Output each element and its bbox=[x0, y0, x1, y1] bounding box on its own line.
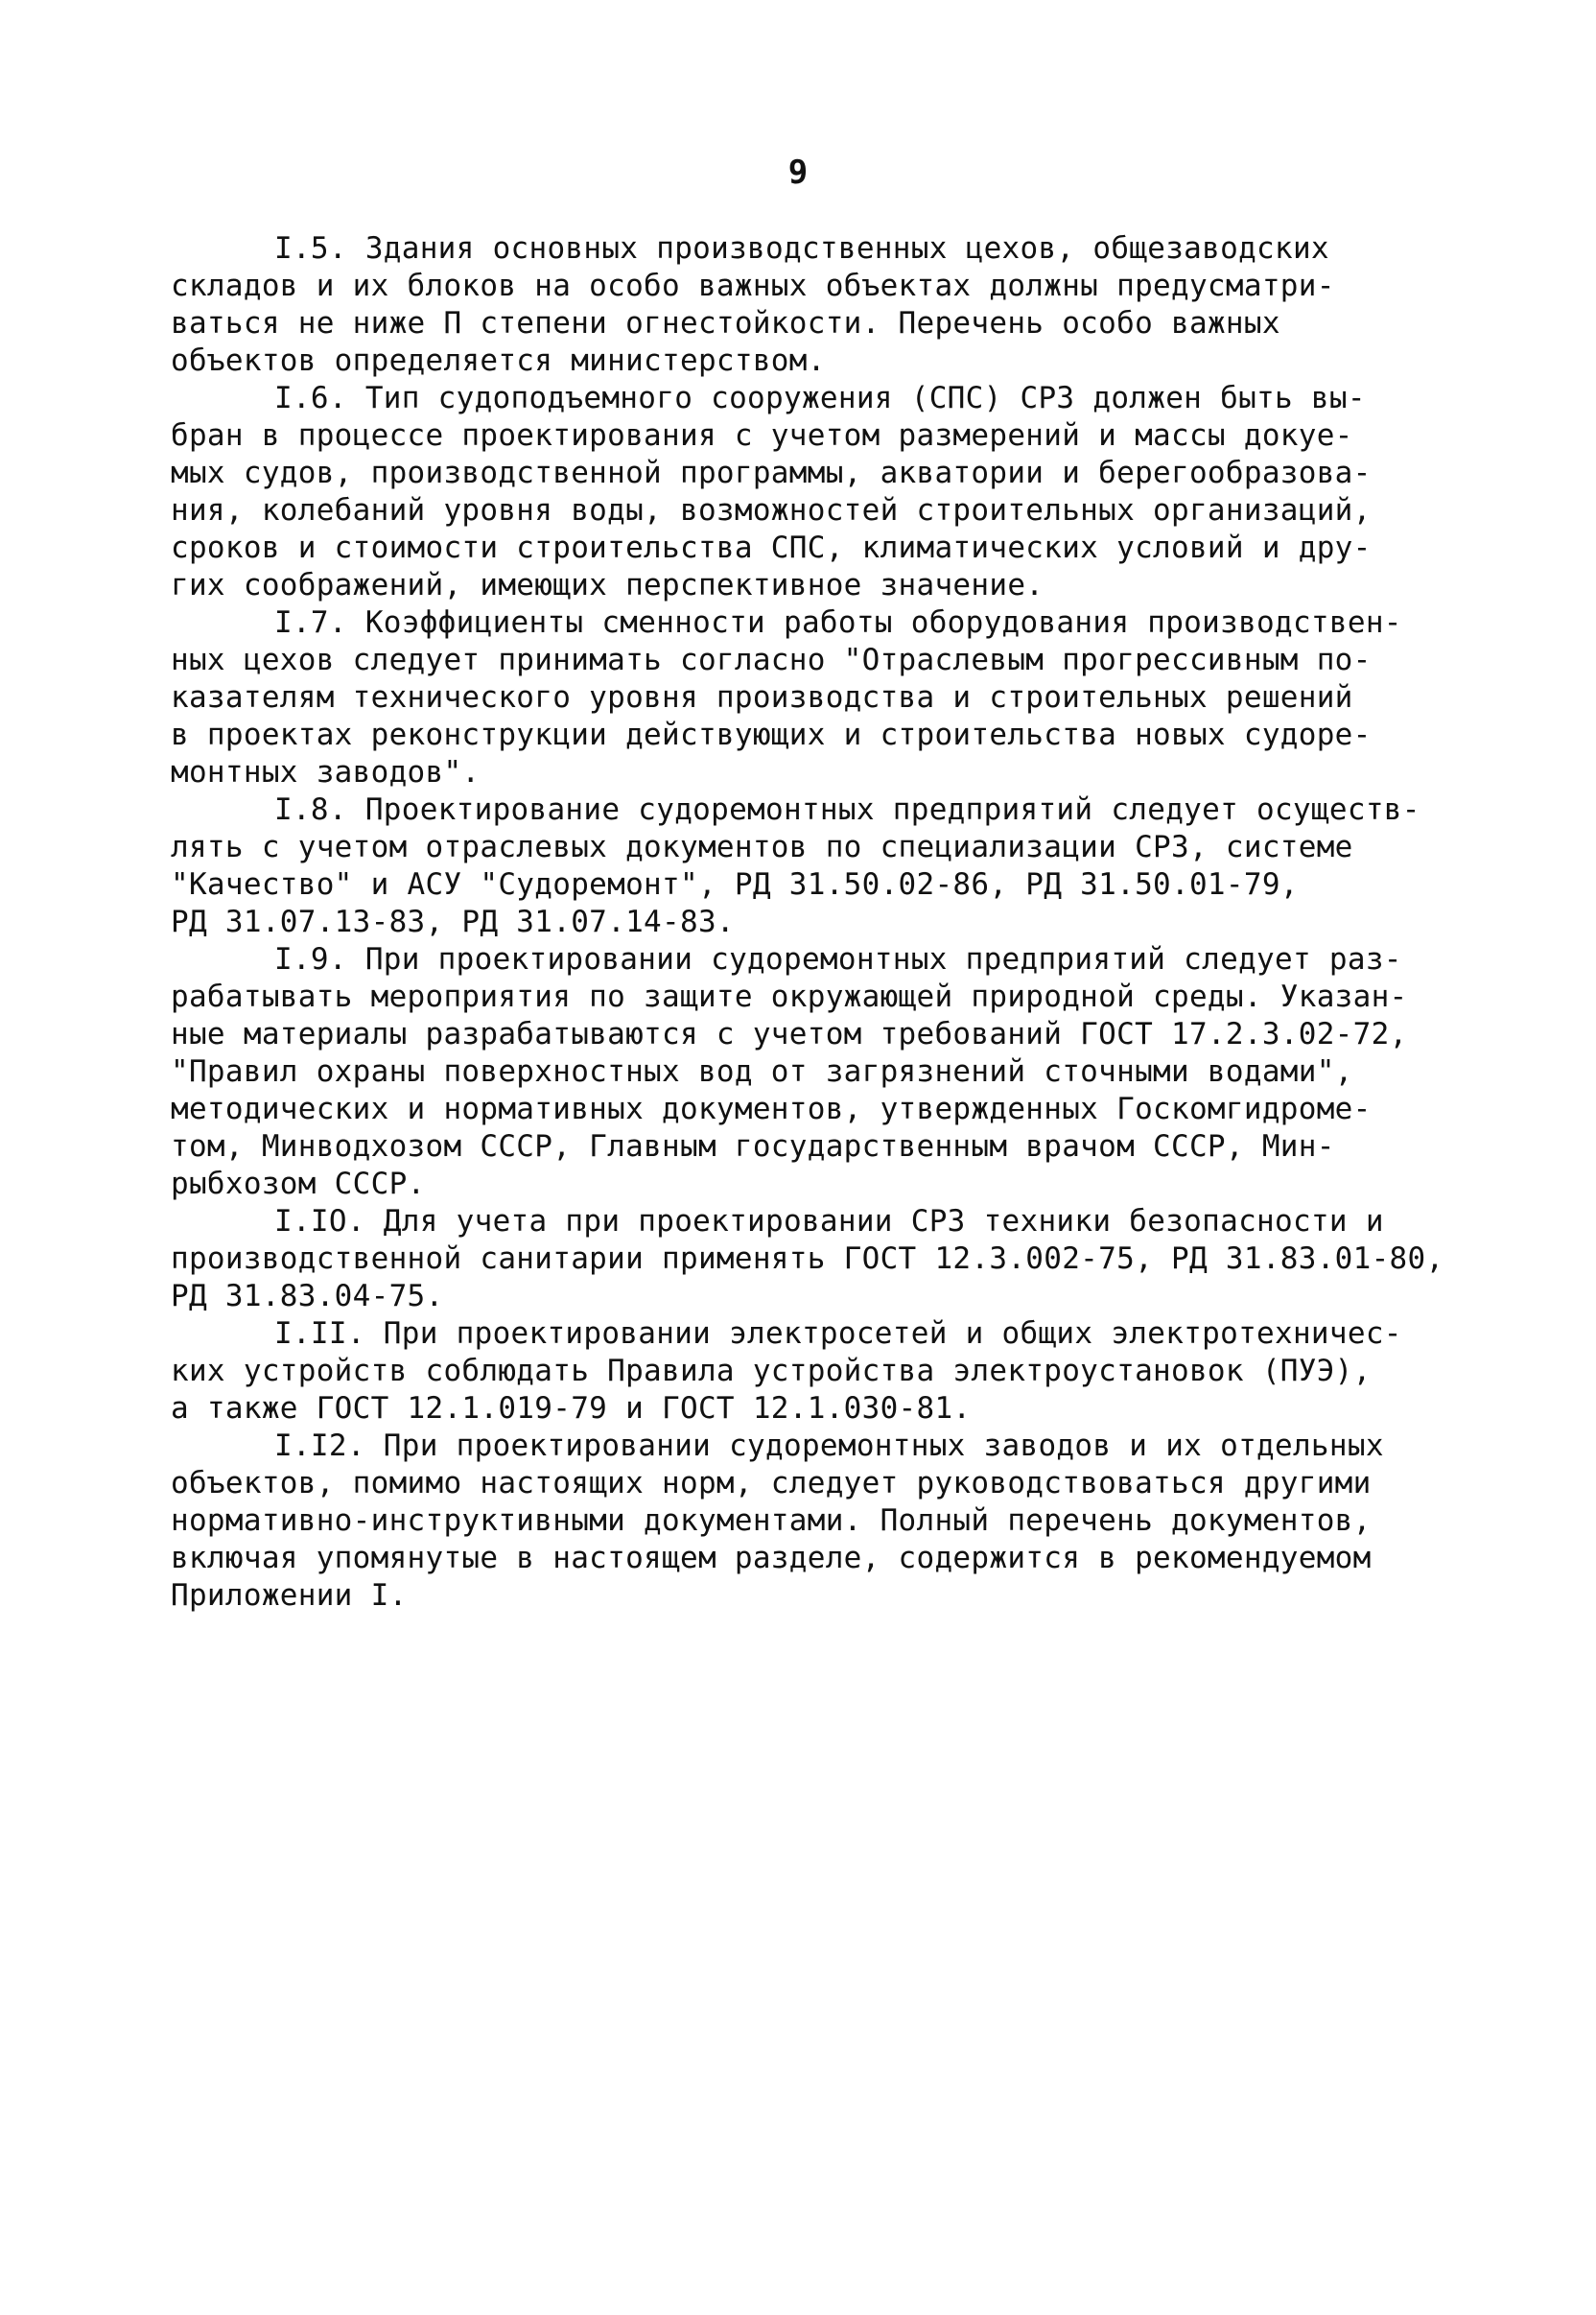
paragraph-line: РД 31.83.04-75. bbox=[171, 1279, 444, 1313]
paragraph-line: РД 31.07.13-83, РД 31.07.14-83. bbox=[171, 905, 735, 939]
paragraph-1-6 bbox=[171, 380, 1446, 604]
paragraph-line: производственной санитарии применять ГОСТ 12.3.002-75, РД 31.83.01-80, bbox=[171, 1241, 1444, 1276]
paragraph-line: казателям технического уровня производства и строительных решений bbox=[171, 680, 1353, 715]
paragraph-line: I.5. Здания основных производственных цехов, общезаводских bbox=[274, 231, 1329, 266]
paragraph-line: лять с учетом отраслевых документов по специализации СРЗ, системе bbox=[171, 830, 1353, 864]
paragraph-line: нормативно-инструктивными документами. Полный перечень документов, bbox=[171, 1503, 1372, 1538]
paragraph-line: Приложении I. bbox=[171, 1578, 408, 1613]
paragraph-line: I.9. При проектировании судоремонтных предприятий следует раз- bbox=[274, 942, 1402, 977]
paragraph-line: I.II. При проектировании электросетей и общих электротехничес- bbox=[274, 1316, 1402, 1351]
paragraph-line: ных цехов следует принимать согласно "Отраслевым прогрессивным по- bbox=[171, 643, 1372, 677]
paragraph-line: I.8. Проектирование судоремонтных предприятий следует осуществ- bbox=[274, 792, 1420, 827]
paragraph-line: рабатывать мероприятия по защите окружающей природной среды. Указан- bbox=[171, 980, 1408, 1014]
paragraph-line: ких устройств соблюдать Правила устройства электроустановок (ПУЭ), bbox=[171, 1354, 1372, 1388]
paragraph-line: I.6. Тип судоподъемного сооружения (СПС) СРЗ должен быть вы- bbox=[274, 381, 1366, 415]
paragraph-line: ния, колебаний уровня воды, возможностей строительных организаций, bbox=[171, 493, 1372, 528]
paragraph-1-7 bbox=[171, 604, 1446, 791]
paragraph-1-12 bbox=[171, 1428, 1446, 1615]
paragraph-line: объектов, помимо настоящих норм, следует руководствоваться другими bbox=[171, 1466, 1372, 1500]
paragraph-line: "Правил охраны поверхностных вод от загрязнений сточными водами", bbox=[171, 1054, 1353, 1089]
paragraph-line: складов и их блоков на особо важных объектах должны предусматри- bbox=[171, 269, 1335, 303]
paragraph-line: I.7. Коэффициенты сменности работы оборудования производствен- bbox=[274, 605, 1402, 640]
paragraph-line: методических и нормативных документов, утвержденных Госкомгидроме- bbox=[171, 1092, 1372, 1126]
paragraph-line: I.IO. Для учета при проектировании СРЗ техники безопасности и bbox=[274, 1204, 1384, 1239]
paragraph-line: I.I2. При проектировании судоремонтных заводов и их отдельных bbox=[274, 1429, 1384, 1463]
paragraph-line: мых судов, производственной программы, акватории и берегообразова- bbox=[171, 456, 1372, 490]
paragraph-line: в проектах реконструкции действующих и строительства новых судоре- bbox=[171, 718, 1372, 752]
paragraph-1-5 bbox=[171, 230, 1446, 380]
paragraph-line: объектов определяется министерством. bbox=[171, 343, 826, 378]
paragraph-1-8 bbox=[171, 791, 1446, 941]
paragraph-line: ваться не ниже П степени огнестойкости. Перечень особо важных bbox=[171, 306, 1280, 341]
paragraph-line: сроков и стоимости строительства СПС, климатических условий и дру- bbox=[171, 531, 1372, 565]
paragraph-1-11 bbox=[171, 1315, 1446, 1428]
paragraph-line: гих соображений, имеющих перспективное значение. bbox=[171, 568, 1044, 602]
paragraph-line: "Качество" и АСУ "Судоремонт", РД 31.50.02-86, РД 31.50.01-79, bbox=[171, 867, 1299, 902]
page-number: 9 bbox=[787, 154, 809, 192]
paragraph-line: рыбхозом СССР. bbox=[171, 1167, 426, 1201]
document-body bbox=[171, 230, 1446, 1615]
paragraph-line: включая упомянутые в настоящем разделе, содержится в рекомендуемом bbox=[171, 1541, 1372, 1575]
paragraph-1-9 bbox=[171, 941, 1446, 1203]
paragraph-line: бран в процессе проектирования с учетом размерений и массы докуе- bbox=[171, 418, 1353, 453]
paragraph-line: а также ГОСТ 12.1.019-79 и ГОСТ 12.1.030-81. bbox=[171, 1391, 972, 1426]
paragraph-1-10 bbox=[171, 1203, 1446, 1315]
paragraph-line: монтных заводов". bbox=[171, 755, 481, 790]
paragraph-line: том, Минводхозом СССР, Главным государственным врачом СССР, Мин- bbox=[171, 1129, 1335, 1164]
paragraph-line: ные материалы разрабатываются с учетом требований ГОСТ 17.2.3.02-72, bbox=[171, 1017, 1408, 1051]
